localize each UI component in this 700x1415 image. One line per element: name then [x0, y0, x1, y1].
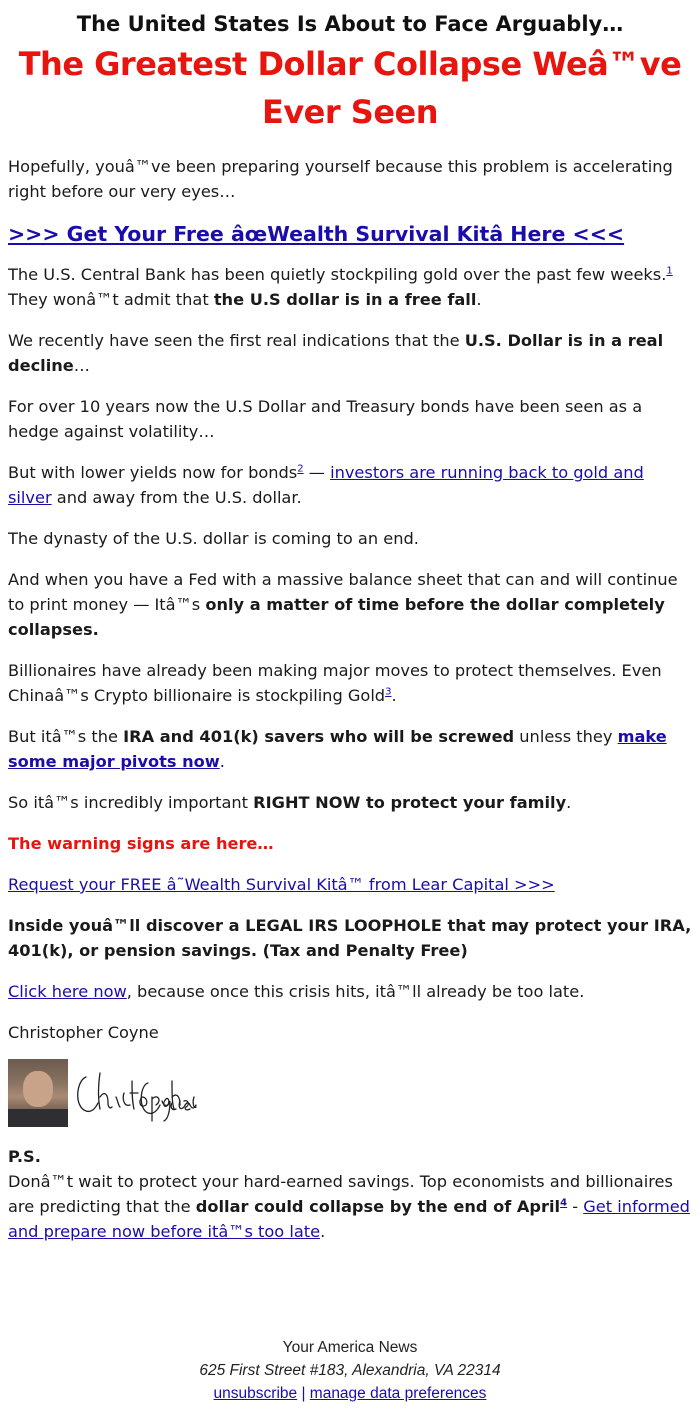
text: And when you have a Fed with a massive balance sheet that can and will continue to print money — Itâ™s: [8, 570, 678, 614]
text: We recently have seen the first real indications that the: [8, 331, 465, 350]
text: -: [567, 1197, 584, 1216]
warning-text: The warning signs are here…: [8, 834, 274, 853]
main-headline: The Greatest Dollar Collapse Weâ™ve Ever Seen: [18, 45, 682, 131]
paragraph-click: [8, 979, 692, 1004]
text: .: [566, 793, 572, 812]
text: —: [303, 463, 331, 482]
text: unless they: [514, 727, 618, 746]
paragraph-protect: [8, 790, 692, 815]
manage-preferences-link[interactable]: manage data preferences: [309, 1385, 487, 1402]
paragraph-bonds: [8, 460, 692, 510]
text: .: [320, 1222, 326, 1241]
text: But with lower yields now for bonds: [8, 463, 298, 482]
click-here-link[interactable]: Click here now: [8, 982, 127, 1001]
company-name: Your America News: [282, 1339, 418, 1356]
footnote-4-link[interactable]: 4: [560, 1197, 568, 1209]
text: and away from the U.S. dollar.: [51, 488, 302, 507]
inside-paragraph: Inside youâ™ll discover a LEGAL IRS LOOPHOLE that may protect your IRA, 401(k), or pension savings. (Tax and Penalty Free): [8, 916, 692, 960]
text: The U.S. Central Bank has been quietly stockpiling gold over the past few weeks.: [8, 265, 667, 284]
footer-separator: |: [301, 1385, 306, 1402]
footnote-2-link[interactable]: 2: [297, 463, 304, 475]
company-address: 625 First Street #183, Alexandria, VA 22314: [199, 1362, 501, 1379]
signature-row: [8, 1059, 692, 1127]
paragraph-decline: [8, 328, 692, 378]
text: So itâ™s incredibly important: [8, 793, 254, 812]
bold-text: U.S. Dollar is in a real decline: [8, 331, 664, 375]
text: But itâ™s the: [8, 727, 124, 746]
text: .: [391, 686, 397, 705]
ps-label: P.S.: [8, 1147, 41, 1166]
major-pivots-link[interactable]: make some major pivots now: [8, 727, 667, 771]
signature-text: Christopher Coyne: [72, 1063, 82, 1064]
paragraph-hedge: For over 10 years now the U.S Dollar and Treasury bonds have been seen as a hedge against volatility…: [8, 397, 643, 441]
gold-silver-link[interactable]: investors are running back to gold and silver: [8, 463, 644, 507]
get-informed-link[interactable]: Get informed and prepare now before itâ™s too late: [8, 1197, 690, 1241]
handwritten-signature: [72, 1063, 212, 1123]
ps-paragraph: [8, 1169, 692, 1244]
footnote-1-link[interactable]: 1: [666, 265, 673, 277]
intro-paragraph: Hopefully, youâ™ve been preparing yourself because this problem is accelerating right before our very eyes…: [8, 157, 673, 201]
bold-text: only a matter of time before the dollar completely collapses.: [8, 595, 665, 639]
bold-text: dollar could collapse by the end of April: [195, 1197, 561, 1216]
text: …: [73, 356, 90, 375]
cta-top: [8, 220, 692, 248]
paragraph-ira: [8, 724, 692, 774]
bold-text: the U.S dollar is in a free fall: [213, 290, 477, 309]
text: Donâ™t wait to protect your hard-earned savings. Top economists and billionaires are predicting that the: [8, 1172, 673, 1216]
kicker-heading: The United States Is About to Face Arguably…: [76, 12, 624, 36]
author-name: Christopher Coyne: [8, 1023, 159, 1042]
email-body: [0, 10, 700, 1244]
footer-links: [0, 1382, 700, 1405]
paragraph-billionaires: [8, 658, 692, 708]
bold-text: RIGHT NOW to protect your family: [253, 793, 567, 812]
text: They wonâ™t admit that: [8, 290, 214, 309]
text: .: [219, 752, 225, 771]
unsubscribe-link[interactable]: unsubscribe: [213, 1385, 298, 1402]
request-cta: [8, 872, 692, 897]
bold-text: IRA and 401(k) savers who will be screwed: [123, 727, 515, 746]
author-photo: [8, 1059, 68, 1127]
text: , because once this crisis hits, itâ™ll already be too late.: [126, 982, 585, 1001]
paragraph-central-bank: [8, 262, 692, 312]
paragraph-dynasty: The dynasty of the U.S. dollar is coming to an end.: [8, 529, 419, 548]
email-footer: [0, 1336, 700, 1405]
request-kit-link[interactable]: Request your FREE â˜Wealth Survival Kitâ™ from Lear Capital >>>: [8, 875, 555, 894]
paragraph-fed: [8, 567, 692, 642]
footnote-3-link[interactable]: 3: [385, 686, 392, 698]
text: .: [476, 290, 482, 309]
free-kit-link[interactable]: >>> Get Your Free âœWealth Survival Kitâ Here <<<: [8, 222, 625, 246]
text: Billionaires have already been making major moves to protect themselves. Even Chinaâ™s Crypto billionaire is stockpiling Gold: [8, 661, 662, 705]
